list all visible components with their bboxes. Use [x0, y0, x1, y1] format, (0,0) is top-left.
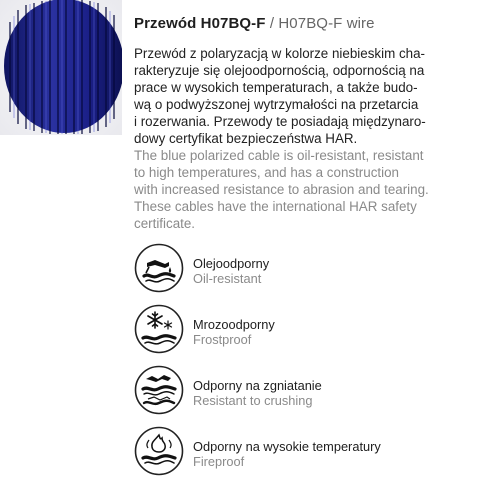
description-en-line: certificate.: [134, 216, 196, 231]
title-en: H07BQ-F wire: [278, 15, 375, 32]
feature-label-pl: Olejoodporny: [193, 256, 270, 271]
crush-resistant-icon: [134, 365, 184, 415]
description-pl-line: Przewód z polaryzacją w kolorze niebieskim cha-: [134, 46, 425, 61]
feature-label-pl: Odporny na zgniatanie: [193, 378, 322, 393]
description-en-line: The blue polarized cable is oil-resistant, resistant: [134, 148, 424, 163]
description-pl-line: i rozerwania. Przewody te posiadają międzynaro-: [134, 114, 426, 129]
description-pl-line: dowy certyfikat bezpieczeństwa HAR.: [134, 131, 358, 146]
description-pl-line: wą o podwyższonej wytrzymałości na przetarcia: [134, 97, 419, 112]
description-en-line: with increased resistance to abrasion and tearing.: [134, 182, 429, 197]
product-description: [134, 45, 484, 232]
feature-label-pl: Odporny na wysokie temperatury: [193, 439, 381, 454]
cable-photo: [0, 0, 122, 135]
feature-label-en: Frostproof: [193, 332, 252, 347]
description-en-line: to high temperatures, and has a construction: [134, 165, 399, 180]
feature-label-pl: Mrozoodporny: [193, 317, 275, 332]
description-en-line: These cables have the international HAR safety: [134, 199, 417, 214]
feature-oil-resistant: [134, 243, 474, 295]
feature-crush-resistant: [134, 365, 474, 417]
description-pl-line: prace w wysokich temperaturach, a także budo-: [134, 80, 418, 95]
title-separator: /: [269, 15, 275, 32]
frostproof-icon: [134, 304, 184, 354]
feature-label-en: Fireproof: [193, 454, 245, 469]
product-title: [134, 14, 375, 34]
title-pl: Przewód H07BQ-F: [134, 15, 266, 32]
oil-resistant-icon: [134, 243, 184, 293]
description-pl-line: rakteryzuje się olejoodpornością, odpornością na: [134, 63, 425, 78]
feature-frostproof: [134, 304, 474, 356]
feature-label-en: Resistant to crushing: [193, 393, 313, 408]
fireproof-icon: [134, 426, 184, 476]
feature-label-en: Oil-resistant: [193, 271, 262, 286]
feature-fireproof: [134, 426, 474, 478]
